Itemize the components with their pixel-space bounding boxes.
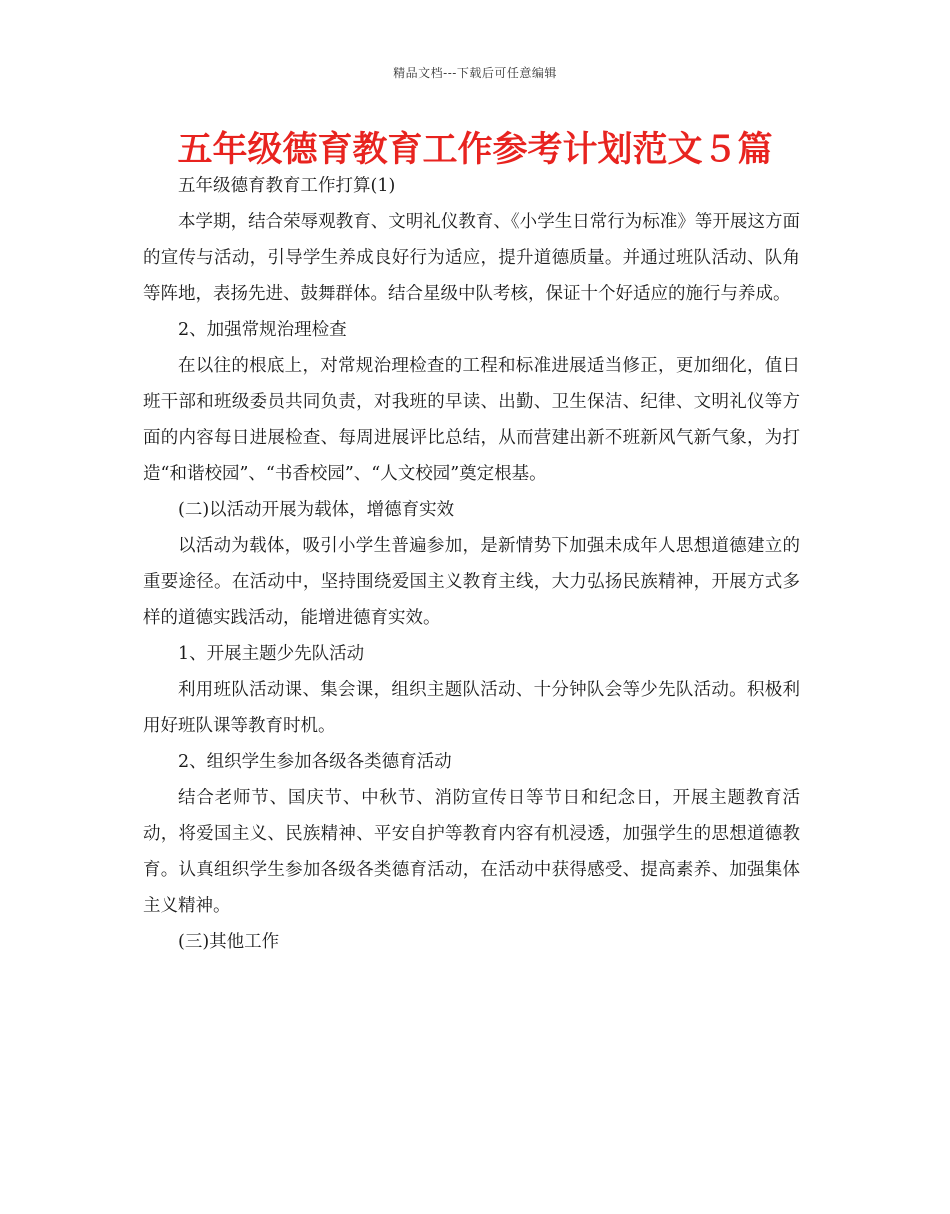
section-heading: 1、开展主题少先队活动 [178, 644, 365, 664]
document-body [143, 168, 800, 960]
paragraph: 结合老师节、国庆节、中秋节、消防宣传日等节日和纪念日，开展主题教育活动，将爱国主义、民族精神、平安自护等教育内容有机浸透，加强学生的思想道德教育。认真组织学生参加各级各类德育活动，在活动中获得感受、提高素养、加强集体主义精神。 [143, 788, 800, 916]
paragraph: 以活动为载体，吸引小学生普遍参加，是新情势下加强未成年人思想道德建立的重要途径。在活动中，坚持围绕爱国主义教育主线，大力弘扬民族精神，开展方式多样的道德实践活动，能增进德育实效。 [143, 536, 800, 628]
section-heading: (三)其他工作 [178, 932, 280, 952]
paragraph: 本学期，结合荣辱观教育、文明礼仪教育、《小学生日常行为标准》等开展这方面的宣传与活动，引导学生养成良好行为适应，提升道德质量。并通过班队活动、队角等阵地，表扬先进、鼓舞群体。结合星级中队考核，保证十个好适应的施行与养成。 [143, 212, 800, 304]
section-heading: 2、加强常规治理检查 [178, 320, 347, 340]
header-note: 精品文档---下载后可任意编辑 [393, 66, 557, 80]
document-title: 五年级德育教育工作参考计划范文５篇 [177, 130, 773, 170]
section-heading: (二)以活动开展为载体，增德育实效 [178, 500, 455, 520]
paragraph: 在以往的根底上，对常规治理检查的工程和标准进展适当修正，更加细化，值日班干部和班级委员共同负责，对我班的早读、出勤、卫生保洁、纪律、文明礼仪等方面的内容每日进展检查、每周进展评比总结，从而营建出新不班新风气新气象，为打造“和谐校园”、“书香校园”、“人文校园”奠定根基。 [143, 356, 800, 484]
paragraph-plan-heading: 五年级德育教育工作打算(1) [178, 176, 396, 196]
paragraph: 利用班队活动课、集会课，组织主题队活动、十分钟队会等少先队活动。积极利用好班队课等教育时机。 [143, 680, 800, 736]
section-heading: 2、组织学生参加各级各类德育活动 [178, 752, 452, 772]
